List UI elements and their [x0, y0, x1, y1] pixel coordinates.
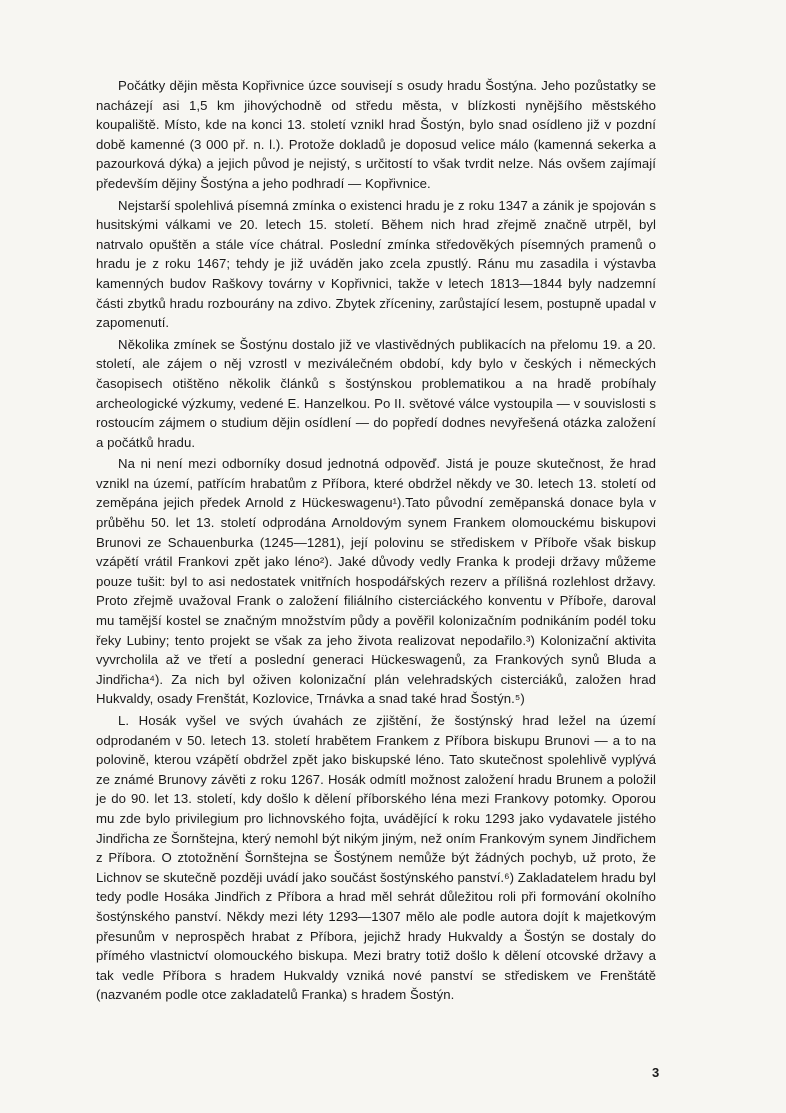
paragraph-3: Několika zmínek se Šostýnu dostalo již ve vlastivědných publikacích na přelomu 19. a 20. století, ale zájem o něj vzrostl v meziválečném období, kdy bylo v českých i německých časopisech otištěno několik článků s šostýnskou problematikou a na hradě probíhaly archeologické výzkumy, vedené E. Hanzelkou. Po II. světové válce vystoupila — v souvislosti s rostoucím zájmem o studium dějin osídlení — do popředí dodnes nevyřešená otázka založení a počátků hradu. — [96, 336, 656, 450]
paragraph-4: Na ni není mezi odborníky dosud jednotná odpověď. Jistá je pouze skutečnost, že hrad vznikl na území, patřícím hrabatům z Příbora, které obdržel někdy ve 30. letech 13. století od zeměpána jejich předek Arnold z Hückeswagenu¹).Tato původní zeměpanská donace byla v průběhu 50. let 13. století odprodána Arnoldovým synem Frankem olomouckému biskupovi Brunovi ze Schauenburka (1245—1281), její polovinu se střediskem v Příboře však biskup vzápětí vrátil Frankovi zpět jako léno²). Jaké důvody vedly Franka k prodeji državy můžeme pouze tušit: byl to asi nedostatek vnitřních hospodářských rezerv a přílišná rozlehlost državy. Proto zřejmě uvažoval Frank o založení filiálního cisterciáckého konventu v Příboře, daroval mu tamější kostel se značným množstvím půdy a pověřil kolonizačním podnikáním podél toku řeky Lubiny; tento projekt se však za jeho života realizovat nepodařilo.³) Kolonizační aktivita vyvrcholila až ve třetí a poslední generaci Hückeswagenů, za Frankových synů Bluda a Jindřicha⁴). Za nich byl oživen kolonizační plán velehradských cisterciáků, založen hrad Hukvaldy, osady Frenštát, Kozlovice, Trnávka a snad také hrad Šostýn.⁵) — [96, 456, 656, 707]
paragraph-5: L. Hosák vyšel ve svých úvahách ze zjištění, že šostýnský hrad ležel na území odprodaném v 50. letech 13. století hrabětem Frankem z Příbora biskupu Brunovi — a to na polovině, kterou vzápětí obdržel zpět jako biskupské léno. Tato skutečnost spolehlivě vyplývá ze známé Brunovy závěti z roku 1267. Hosák odmítl možnost založení hradu Brunem a položil je do 90. let 13. století, kdy došlo k dělení příborského léna mezi Frankovy potomky. Oporou mu zde bylo privilegium pro lichnovského fojta, uvádějící k roku 1293 jako vydavatele jistého Jindřicha ze Šornštejna, který nemohl být nikým jiným, než oním Frankovým synem Jindřichem z Příbora. O ztotožnění Šornštejna se Šostýnem nemůže být žádných pochyb, už proto, že Lichnov se skutečně později uvádí jako součást šostýnského panství.⁶) Zakladatelem hradu byl tedy podle Hosáka Jindřich z Příbora a hrad měl sehrát důležitou roli při formování okolního šostýnského panství. Někdy mezi léty 1293—1307 mělo ale podle autora dojít k majetkovým přesunům v neprospěch hrabat z Příbora, jejichž hrady Hukvaldy a Šostýn se dostaly do přímého vlastnictví olomouckého biskupa. Mezi bratry totiž došlo k dělení otcovské državy a tak vedle Příbora s hradem Hukvaldy vzniká nové panství se střediskem ve Frenštátě (nazvaném podle otce zakladatelů Franka) s hradem Šostýn. — [96, 713, 656, 1003]
paragraph-2: Nejstarší spolehlivá písemná zmínka o existenci hradu je z roku 1347 a zánik je spojován s husitskými válkami ve 20. letech 15. století. Během nich hrad zřejmě značně utrpěl, byl natrvalo opuštěn a stále více chátral. Poslední zmínka středověkých písemných pramenů o hradu je z roku 1467; tehdy je již uváděn jako zcela zpustlý. Ránu mu zasadila i výstavba kamenných budov Raškovy továrny v Kopřivnici, takže v letech 1813—1844 byly nadzemní části zbytků hradu rozbourány na zdivo. Zbytek zříceniny, zarůstající lesem, postupně upadal v zapomenutí. — [96, 197, 656, 331]
page-body — [96, 76, 656, 1007]
page-number: 3 — [652, 1065, 660, 1080]
paragraph-1: Počátky dějin města Kopřivnice úzce souvisejí s osudy hradu Šostýna. Jeho pozůstatky se nacházejí asi 1,5 km jihovýchodně od středu města, v blízkosti nynějšího městského koupaliště. Místo, kde na konci 13. století vznikl hrad Šostýn, bylo snad osídleno již v pozdní době kamenné (3 000 př. n. l.). Protože dokladů je doposud velice málo (kamenná sekerka a pazourková dýka) a jejich původ je nejistý, s určitostí to však tvrdit nelze. Nás ovšem zajímají především dějiny Šostýna a jeho podhradí — Kopřivnice. — [96, 78, 656, 191]
